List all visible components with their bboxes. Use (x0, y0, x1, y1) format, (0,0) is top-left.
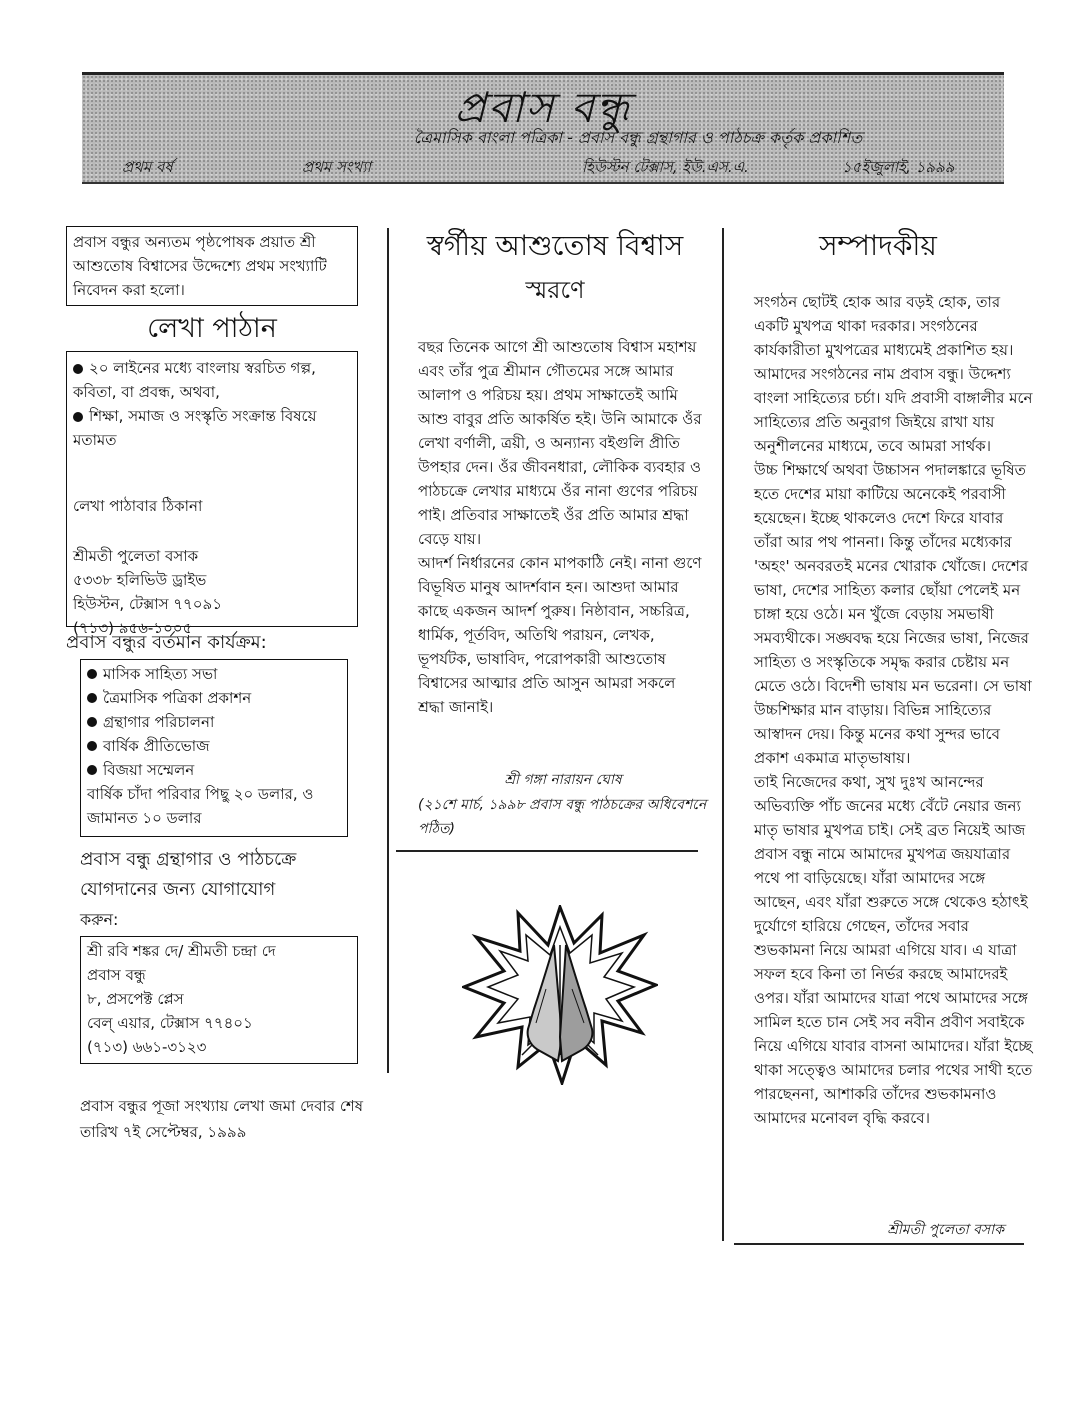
activity-item: গ্রন্থাগার পরিচালনা (87, 710, 341, 734)
address-name: শ্রীমতী পুলেতা বসাক (73, 547, 199, 565)
contact-heading (80, 845, 370, 935)
bullet-icon (87, 765, 97, 775)
write-box (66, 351, 358, 637)
fee-line-1: বার্ষিক চাঁদা পরিবার পিছু ২০ ডলার, ও (87, 785, 314, 803)
deadline-note: প্রবাস বন্ধুর পূজা সংখ্যায় লেখা জমা দেবার শেষ তারিখ ৭ই সেপ্টেম্বর, ১৯৯৯ (80, 1097, 364, 1141)
volume-year: প্রথম বর্ষ (122, 158, 173, 176)
contact-heading-line-3: করুন: (80, 910, 119, 929)
contact-heading-line-2: যোগদানের জন্য যোগাযোগ (80, 879, 276, 900)
memorial-subheading: স্মরণে (525, 276, 585, 304)
write-heading: লেখা পাঠান (147, 313, 277, 344)
praying-hands-icon (462, 905, 658, 1085)
activities-heading: প্রবাস বন্ধুর বর্তমান কার্যক্রম: (66, 632, 267, 653)
editorial-heading: সম্পাদকীয় (819, 229, 937, 262)
publication-date: ১৫ইজুলাই, ১৯৯৯ (842, 158, 955, 176)
contact-box (80, 936, 358, 1064)
activities-box (80, 659, 348, 837)
memorial-note: (২১শে মার্চ, ১৯৯৮ প্রবাস বন্ধু পাঠচক্রের অধিবেশনে পঠিত) (418, 797, 707, 837)
address-phone: (৭১৩) ৯৫৬-১০০৫ (73, 619, 193, 637)
activity-item: বার্ষিক প্রীতিভোজ (87, 734, 341, 758)
contact-heading-line-1: প্রবাস বন্ধু গ্রন্থাগার ও পাঠচক্রে (80, 849, 297, 870)
editorial-signature: শ্রীমতী পুলেতা বসাক (887, 1222, 1004, 1238)
editorial-paragraph-3: তাই নিজেদের কথা, সুখ দুঃখ আনন্দের অভিব্যক্তি পাঁচ জনের মধ্যে বেঁটে নেয়ার জন্য মাতৃ ভাষার মুখপত্র চাই। সেই ব্রত নিয়েই আজ প্রবাস বন্ধু নামে আমাদের মুখপত্র জয়যাত্রার পথে পা বাড়িয়েছে। যাঁরা আমাদের সঙ্গে আছেন, এবং যাঁরা শুরুতে সঙ্গে থেকেও হঠাৎই দুর্যোগে হারিয়ে গেছেন, তাঁদের সবার শুভকামনা নিয়ে আমরা এগিয়ে যাব। এ যাত্রা সফল হবে কিনা তা নির্ভর করছে আমাদেরই ওপর। যাঁরা আমাদের যাত্রা পথে আমাদের সঙ্গে সামিল হতে চান সেই সব নবীন প্রবীণ সবাইকে নিয়ে এগিয়ে যাবার বাসনা আমাদের। যাঁরা ইচ্ছে থাকা সত্ত্বেও আমাদের চলার পথের সাথী হতে পারছেননা, আশাকরি তাঁদের শুভকামনাও আমাদের মনোবল বৃদ্ধি করবে। (754, 773, 1033, 1127)
editorial-rule (734, 1243, 1024, 1245)
bullet-icon (73, 364, 83, 374)
dedication-text: প্রবাস বন্ধুর অন্যতম পৃষ্ঠপোষক প্রয়াত শ্রী আশুতোষ বিশ্বাসের উদ্দেশ্যে প্রথম সংখ্যাটি নিবেদন করা হলো। (73, 233, 327, 299)
fee-line-2: জামানত ১০ ডলার (87, 809, 202, 827)
memorial-paragraph-1: বছর তিনেক আগে শ্রী আশুতোষ বিশ্বাস মহাশয় এবং তাঁর পুত্র শ্রীমান গৌতমের সঙ্গে আমার আলাপ ও পরিচয় হয়। প্রথম সাক্ষাতেই আমি আশু বাবুর প্রতি আকর্ষিত হই। উনি আমাকে ওঁর লেখা বর্ণালী, ত্রয়ী, ও অন্যান্য বইগুলি প্রীতি উপহার দেন। ওঁর জীবনধারা, লৌকিক ব্যবহার ও পাঠচক্রে লেখার মাধ্যমে ওঁর নানা গুণের পরিচয় পাই। প্রতিবার সাক্ষাতেই ওঁর প্রতি আমার শ্রদ্ধা বেড়ে যায়। (418, 338, 702, 548)
newsletter-title: প্রবাস বন্ধু (454, 83, 632, 132)
write-item-1: ২০ লাইনের মধ্যে বাংলায় স্বরচিত গল্প, কবিতা, বা প্রবন্ধ, অথবা, (73, 359, 316, 401)
address-line-1: ৫৩৩৮ হলিভিউ ড্রাইভ (73, 571, 207, 589)
bullet-icon (87, 669, 97, 679)
memorial-heading: স্বর্গীয় আশুতোষ বিশ্বাস (426, 229, 684, 262)
memorial-rule (396, 850, 698, 852)
bullet-icon (87, 693, 97, 703)
address-line-2: হিউস্টন, টেক্সাস ৭৭০৯১ (73, 595, 222, 613)
memorial-signature: শ্রী গঙ্গা নারায়ন ঘোষ (504, 772, 622, 788)
memorial-paragraph-2: আদর্শ নির্ধারনের কোন মাপকাঠি নেই। নানা গুণে বিভূষিত মানুষ আদর্শবান হন। আশুদা আমার কাছে একজন আদর্শ পুরুষ। নিষ্ঠাবান, সচ্চরিত্র, ধার্মিক, পূর্তবিদ, অতিথি পরায়ন, লেখক, ভূপর্যটক, ভাষাবিদ, পরোপকারী আশুতোষ বিশ্বাসের আত্মার প্রতি আসুন আমরা সকলে শ্রদ্ধা জানাই। (418, 554, 702, 716)
contact-name: শ্রী রবি শঙ্কর দে/ শ্রীমতী চন্দ্রা দে (87, 942, 276, 960)
bullet-icon (87, 741, 97, 751)
memorial-body (418, 335, 706, 719)
newsletter-subtitle: ত্রৈমাসিক বাংলা পত্রিকা - প্রবাস বন্ধু গ্রন্থাগার ও পাঠচক্র কর্তৃক প্রকাশিত (413, 128, 863, 147)
column-divider-right (722, 228, 724, 1241)
write-item-2: শিক্ষা, সমাজ ও সংস্কৃতি সংক্রান্ত বিষয়ে মতামত (73, 407, 317, 449)
address-label: লেখা পাঠাবার ঠিকানা (73, 497, 203, 515)
publication-location: হিউস্টন টেক্সাস, ইউ.এস.এ. (582, 158, 749, 176)
bullet-icon (73, 412, 83, 422)
editorial-body (754, 290, 1034, 1130)
contact-org: প্রবাস বন্ধু (87, 966, 146, 984)
contact-address-2: বেল্ এয়ার, টেক্সাস ৭৭৪০১ (87, 1014, 253, 1032)
contact-phone: (৭১৩) ৬৬১-৩১২৩ (87, 1038, 207, 1056)
editorial-paragraph-1: সংগঠন ছোটই হোক আর বড়ই হোক, তার একটি মুখপত্র থাকা দরকার। সংগঠনের কার্যকারীতা মুখপত্রের মাধ্যমেই প্রকাশিত হয়। আমাদের সংগঠনের নাম প্রবাস বন্ধু। উদ্দেশ্য বাংলা সাহিত্যের চর্চা। যদি প্রবাসী বাঙ্গালীর মনে সাহিত্যের প্রতি অনুরাগ জিইয়ে রাখা যায় অনুশীলনের মাধ্যমে, তবে আমরা সার্থক। (754, 293, 1033, 455)
activity-item: মাসিক সাহিত্য সভা (87, 662, 341, 686)
bullet-icon (87, 717, 97, 727)
masthead (82, 72, 1004, 184)
contact-address-1: ৮, প্রসপেক্ট প্লেস (87, 990, 184, 1008)
editorial-paragraph-2: উচ্চ শিক্ষার্থে অথবা উচ্চাসন পদালঙ্কারে ভূষিত হতে দেশের মায়া কাটিয়ে অনেকেই পরবাসী হয়েছেন। ইচ্ছে থাকলেও দেশে ফিরে যাবার তাঁরা আর পথ পাননা। কিন্তু তাঁদের মধ্যেকার 'অহং' অনবরতই মনের খোরাক খোঁজে। দেশের ভাষা, দেশের সাহিত্য কলার ছোঁয়া পেলেই মন চাঙ্গা হয়ে ওঠে। মন খুঁজে বেড়ায় সমভাষী সমব্যথীকে। সঙ্ঘবদ্ধ হয়ে নিজের ভাষা, নিজের সাহিত্য ও সংস্কৃতিকে সমৃদ্ধ করার চেষ্টায় মন মেতে ওঠে। বিদেশী ভাষায় মন ভরেনা। সে ভাষা উচ্চশিক্ষার মান বাড়ায়। বিভিন্ন সাহিত্যের আস্বাদন দেয়। কিন্তু মনের কথা সুন্দর ভাবে প্রকাশ একমাত্র মাতৃভাষায়। (754, 461, 1032, 767)
activity-item: বিজয়া সম্মেলন (87, 758, 341, 782)
dedication-box (66, 226, 358, 306)
activity-item: ত্রৈমাসিক পত্রিকা প্রকাশন (87, 686, 341, 710)
issue-number: প্রথম সংখ্যা (302, 158, 371, 176)
column-divider-left (387, 228, 389, 1073)
